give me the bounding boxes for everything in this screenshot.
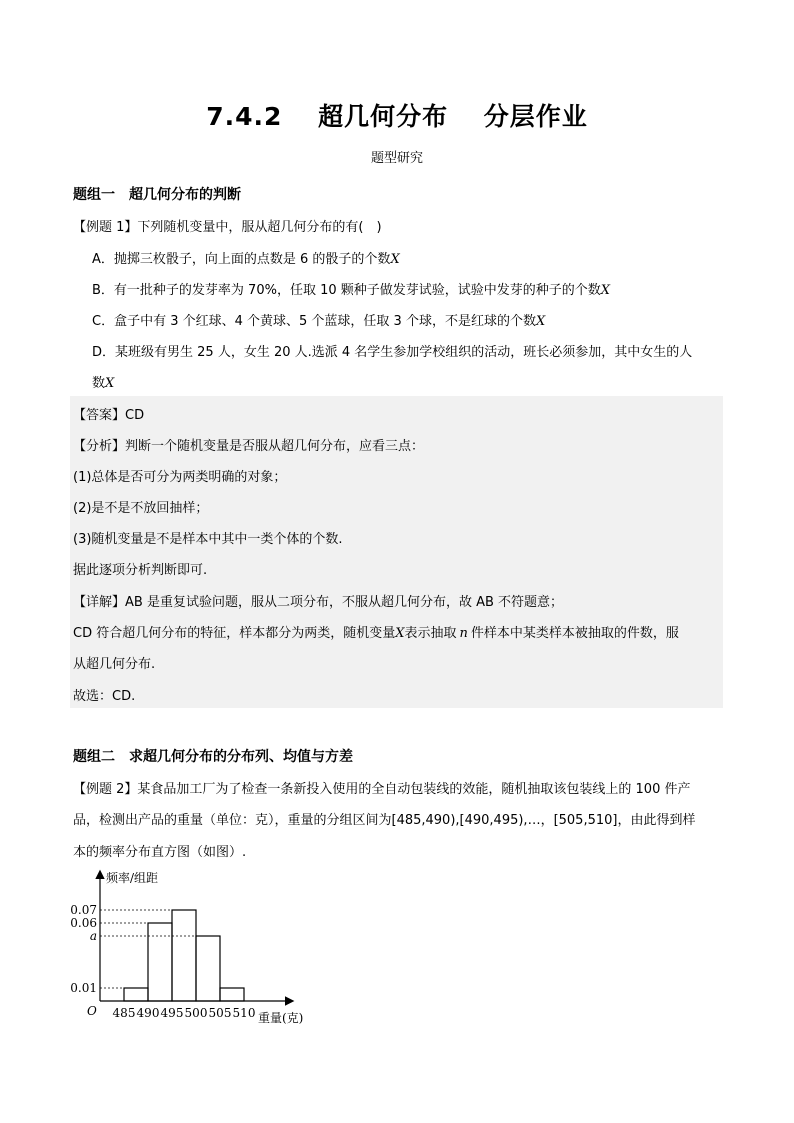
analysis-line-2: (1)总体是否可分为两类明确的对象； — [73, 470, 287, 485]
option-b-text: B．有一批种子的发芽率为 70%，任取 10 颗种子做发芽试验，试验中发芽的种子的个数 — [92, 283, 601, 298]
question-1-label: 【例题 1】 — [73, 220, 138, 235]
y-axis-label: 频率/组距 — [106, 871, 159, 885]
var-x: X — [390, 252, 400, 267]
detail-text-a: CD 符合超几何分布的特征，样本都分为两类，随机变量 — [73, 626, 396, 641]
question-1 — [73, 216, 382, 235]
question-2-line-1: 【例题 2】某食品加工厂为了检查一条新投入使用的全自动包装线的效能，随机抽取该包装线上的 100 件产 — [73, 782, 691, 797]
page-title: 7.4.2 超几何分布 分层作业 — [206, 102, 588, 131]
question-1-stem: 下列随机变量中，服从超几何分布的有( ) — [137, 220, 382, 235]
var-x: X — [600, 283, 611, 298]
detail-line-4: 故选：CD. — [73, 689, 136, 704]
y-tick-label: a — [89, 929, 97, 943]
y-tick-label: 0.07 — [70, 903, 97, 917]
y-tick-label: 0.06 — [70, 916, 97, 930]
option-b — [92, 279, 610, 298]
question-2-line-2: 品，检测出产品的重量（单位：克），重量的分组区间为[485,490),[490,495),…，[505,510]，由此得到样 — [73, 813, 696, 828]
var-x: X — [395, 626, 405, 641]
detail-line-3: 从超几何分布. — [73, 657, 156, 672]
analysis-line-4: (3)随机变量是不是样本中其中一类个体的个数. — [73, 532, 343, 547]
x-tick-label: 485 — [112, 1006, 136, 1020]
group1-heading: 题组一 超几何分布的判断 — [73, 187, 241, 203]
histogram-bar — [148, 923, 172, 1001]
frequency-histogram — [60, 866, 330, 1030]
x-axis-label: 重量(克) — [258, 1011, 304, 1025]
analysis-line-5: 据此逐项分析判断即可. — [73, 563, 208, 578]
option-a-text: A．抛掷三枚骰子，向上面的点数是 6 的骰子的个数 — [92, 252, 391, 267]
analysis-line-1: 【分析】判断一个随机变量是否服从超几何分布，应看三点： — [73, 439, 425, 454]
option-d-line1: D．某班级有男生 25 人，女生 20 人.选派 4 名学生参加学校组织的活动，班长必须参加，其中女生的人 — [92, 345, 693, 360]
var-x: X — [105, 376, 115, 391]
histogram-bar — [172, 910, 196, 1001]
histogram-bar — [196, 936, 220, 1001]
histogram-bar — [124, 988, 148, 1001]
option-c-text: C．盒子中有 3 个红球、4 个黄球、5 个蓝球，任取 3 个球，不是红球的个数 — [92, 314, 536, 329]
origin-label: O — [87, 1004, 97, 1018]
detail-text-c: 件样本中某类样本被抽取的件数，服 — [470, 626, 679, 641]
question-2-line-3: 本的频率分布直方图（如图）. — [73, 845, 247, 860]
detail-line-2 — [73, 622, 679, 641]
option-a — [92, 248, 400, 267]
option-c — [92, 310, 545, 329]
detail-text-b: 表示抽取 — [404, 626, 457, 641]
x-tick-label: 510 — [232, 1006, 256, 1020]
y-tick-label: 0.01 — [70, 981, 97, 995]
answer: 【答案】CD — [73, 408, 145, 423]
page-subtitle: 题型研究 — [370, 151, 423, 166]
var-n: n — [459, 626, 468, 641]
histogram-bar — [220, 988, 244, 1001]
analysis-line-3: (2)是不是不放回抽样； — [73, 501, 209, 516]
option-d-line2 — [92, 372, 114, 391]
var-x: X — [535, 314, 546, 329]
detail-line-1: 【详解】AB 是重复试验问题，服从二项分布，不服从超几何分布，故 AB 不符题意； — [73, 595, 564, 610]
x-tick-label: 495 — [160, 1006, 184, 1020]
option-d-text: 数 — [92, 376, 106, 391]
group2-heading: 题组二 求超几何分布的分布列、均值与方差 — [73, 749, 353, 765]
x-tick-label: 490 — [136, 1006, 160, 1020]
x-tick-label: 505 — [208, 1006, 232, 1020]
x-tick-label: 500 — [184, 1006, 208, 1020]
